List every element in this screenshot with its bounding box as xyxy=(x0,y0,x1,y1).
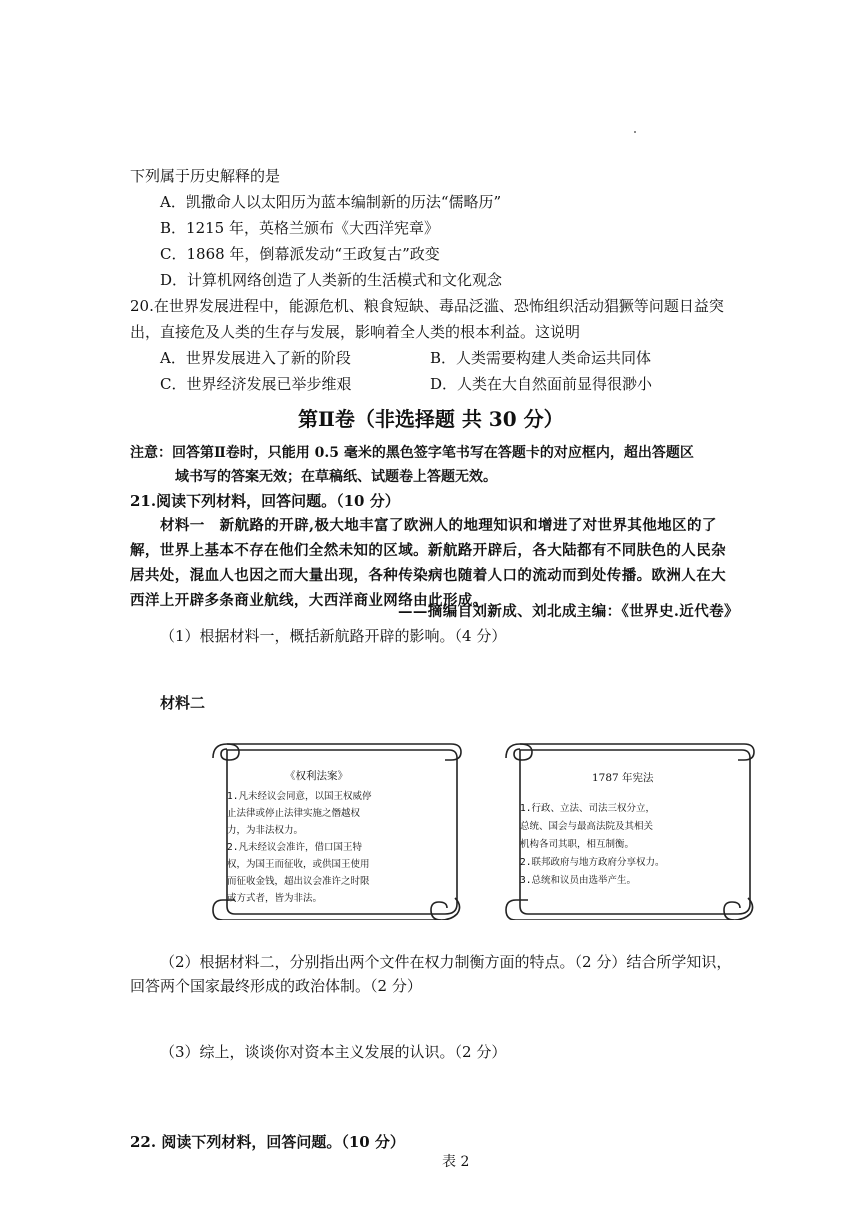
q21-material1-line4: 西洋上开辟多条商业航线，大西洋商业网络由此形成。 xyxy=(130,592,488,609)
q21-stem: 21.阅读下列材料，回答问题。（10 分） xyxy=(130,492,400,510)
bill-of-rights-line5: 权，为国王而征收，或供国王使用 xyxy=(227,859,370,870)
bill-of-rights-scroll xyxy=(205,738,465,920)
q19-option-a: A．凯撒命人以太阳历为蓝本编制新的历法“儒略历” xyxy=(160,193,502,211)
section2-title: 第Ⅱ卷（非选择题 共 30 分） xyxy=(298,407,564,431)
q22-stem: 22. 阅读下列材料，回答问题。（10 分） xyxy=(130,1133,405,1151)
q19-option-d: D．计算机网络创造了人类新的生活模式和文化观念 xyxy=(160,271,503,289)
constitution-1787-line5: 3.总统和议员由选举产生。 xyxy=(520,875,636,886)
q20-stem-line2: 出，直接危及人类的生存与发展，影响着全人类的根本利益。这说明 xyxy=(130,323,581,341)
constitution-1787-line1: 1.行政、立法、司法三权分立， xyxy=(520,803,655,814)
section2-note-line1: 注意：回答第Ⅱ卷时，只能用 0.5 毫米的黑色签字笔书写在答题卡的对应框内，超出答题区 xyxy=(130,445,694,461)
q21-sub3: （3）综上，谈谈你对资本主义发展的认识。（2 分） xyxy=(160,1043,507,1061)
constitution-1787-line4: 2.联邦政府与地方政府分享权力。 xyxy=(520,857,665,868)
q21-material1-line2: 解，世界上基本不存在他们全然未知的区域。新航路开辟后，各大陆都有不同肤色的人民杂 xyxy=(130,542,726,559)
bill-of-rights-line3: 力，为非法权力。 xyxy=(227,825,304,836)
bill-of-rights-line1: 1.凡未经议会同意，以国王权威停 xyxy=(227,791,372,802)
q20-option-b: B．人类需要构建人类命运共同体 xyxy=(430,349,652,367)
q21-material1-line3: 居共处，混血人也因之而大量出现，各种传染病也随着人口的流动而到处传播。欧洲人在大 xyxy=(130,567,726,584)
constitution-1787-title: 1787 年宪法 xyxy=(592,772,654,784)
q20-option-d: D．人类在大自然面前显得很渺小 xyxy=(430,375,653,393)
constitution-1787-scroll xyxy=(498,738,758,920)
page-footer-label: 表 2 xyxy=(442,1154,470,1170)
bill-of-rights-title: 《权利法案》 xyxy=(285,770,348,782)
q21-material2-label: 材料二 xyxy=(160,694,206,712)
section2-note-line2: 域书写的答案无效；在草稿纸、试题卷上答题无效。 xyxy=(175,469,497,485)
q21-material1-line1: 材料一 新航路的开辟,极大地丰富了欧洲人的地理知识和增进了对世界其他地区的了 xyxy=(160,517,717,534)
bill-of-rights-line2: 止法律或停止法律实施之僭越权 xyxy=(227,808,361,819)
bill-of-rights-line4: 2.凡未经议会准许，借口国王特 xyxy=(227,842,362,853)
q21-sub2-line1: （2）根据材料二，分别指出两个文件在权力制衡方面的特点。（2 分）结合所学知识， xyxy=(160,953,732,971)
q19-stem: 下列属于历史解释的是 xyxy=(130,167,281,185)
constitution-1787-line3: 机构各司其职，相互制衡。 xyxy=(520,839,635,850)
q19-option-b: B．1215 年，英格兰颁布《大西洋宪章》 xyxy=(160,219,439,237)
q21-sub1: （1）根据材料一，概括新航路开辟的影响。（4 分） xyxy=(160,627,507,645)
q20-option-c: C．世界经济发展已举步维艰 xyxy=(160,375,352,393)
constitution-1787-line2: 总统、国会与最高法院及其相关 xyxy=(520,821,654,832)
q20-option-a: A．世界发展进入了新的阶段 xyxy=(160,349,351,367)
bill-of-rights-line6: 而征收金钱，超出议会准许之时限 xyxy=(227,876,370,887)
q21-sub2-line2: 回答两个国家最终形成的政治体制。（2 分） xyxy=(130,977,422,995)
bill-of-rights-line7: 或方式者，皆为非法。 xyxy=(227,893,323,904)
q19-option-c: C．1868 年，倒幕派发动“王政复古”政变 xyxy=(160,245,440,263)
q20-stem-line1: 20.在世界发展进程中，能源危机、粮食短缺、毒品泛滥、恐怖组织活动猖獗等问题日益突 xyxy=(130,297,724,315)
q21-material1-source: ——摘编自刘新成、刘北成主编：《世界史.近代卷》 xyxy=(398,603,739,620)
speck-mark xyxy=(634,131,636,133)
